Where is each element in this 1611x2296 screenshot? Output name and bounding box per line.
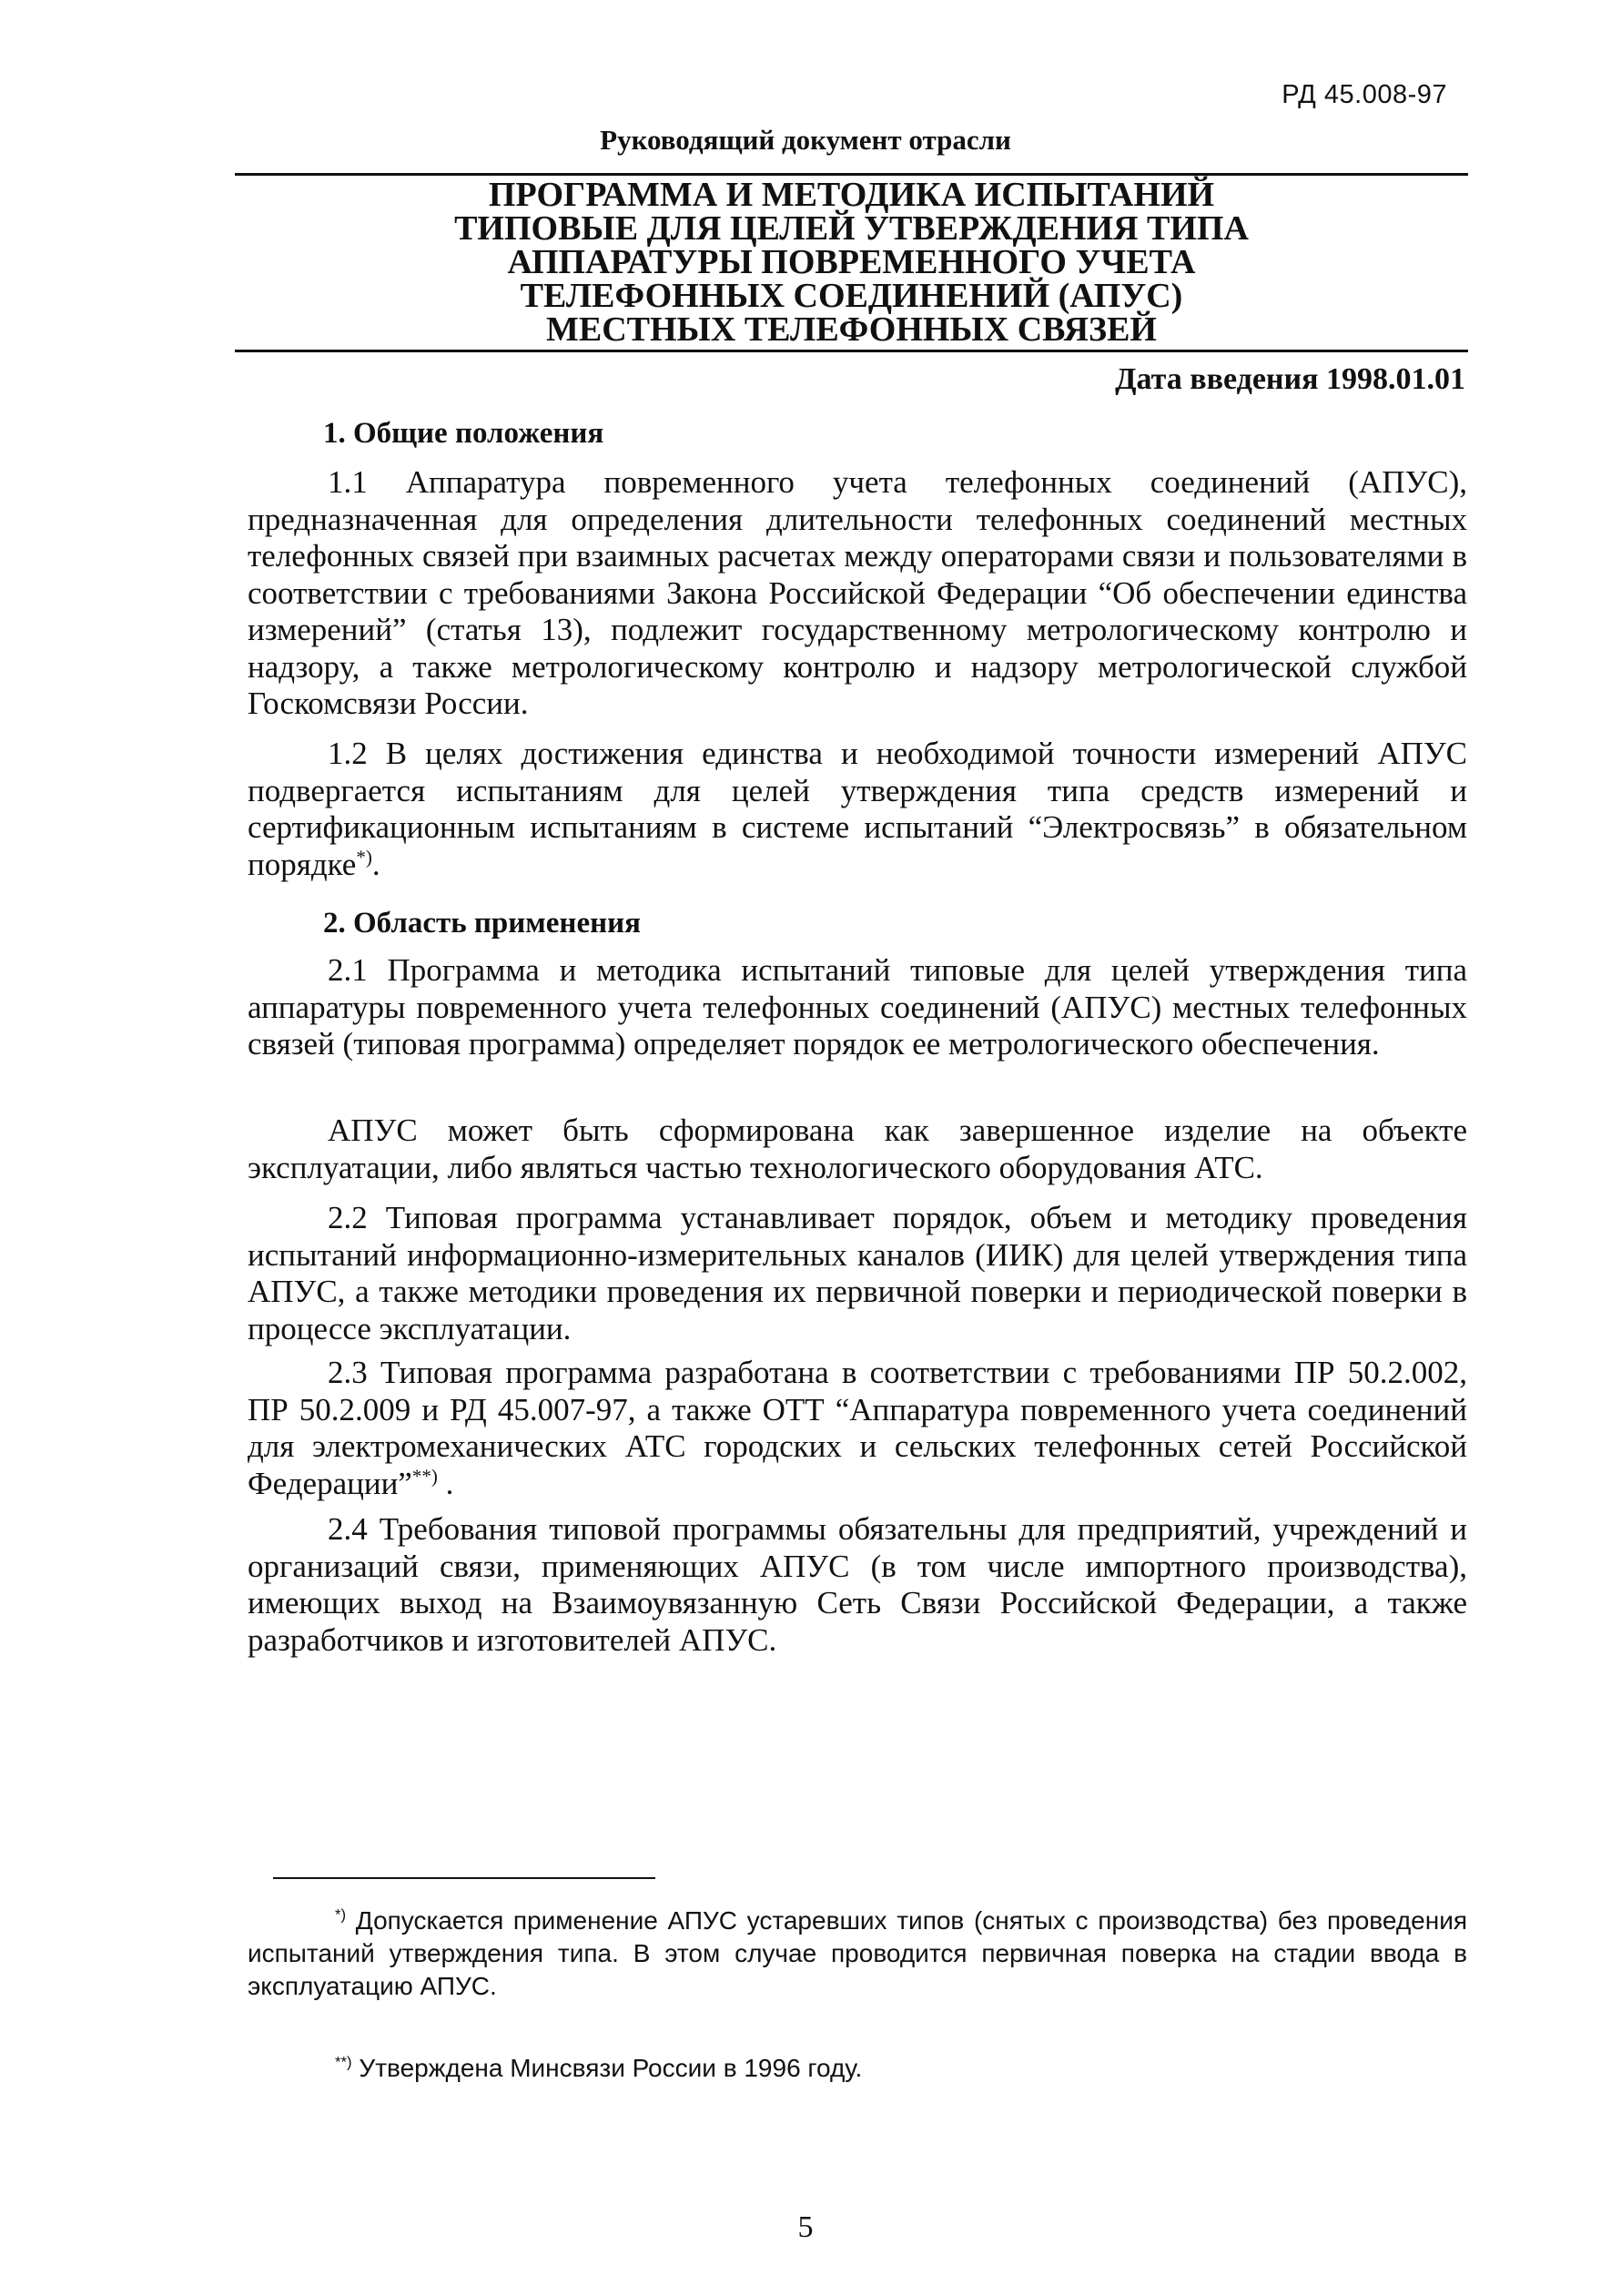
footnote-2-mark: **) (335, 2053, 352, 2071)
title-line: ПРОГРАММА И МЕТОДИКА ИСПЫТАНИЙ (488, 176, 1215, 214)
title-line: АППАРАТУРЫ ПОВРЕМЕННОГО УЧЕТА (507, 243, 1196, 281)
paragraph-2-3-text: 2.3 Типовая программа разработана в соответствии с требованиями ПР 50.2.002, ПР 50.2.009 и РД 45.007-97, а также ОТТ “Аппаратура повременного учета соединений для электромеханических АТС городских и сельских телефонных сетей Российской Федерации” (248, 1355, 1467, 1501)
document-type-line: Руководящий документ отрасли (600, 124, 1011, 156)
paragraph-1-2-end: . (371, 846, 380, 882)
paragraph-1-2-text: 1.2 В целях достижения единства и необходимой точности измерений АПУС подвергается испытаниям для целей утверждения типа средств измерений и сертификационным испытаниям в системе испытаний “Электросвязь” в обязательном порядке (248, 736, 1467, 882)
section-2-heading: 2. Область применения (323, 907, 641, 940)
title-line: ТИПОВЫЕ ДЛЯ ЦЕЛЕЙ УТВЕРЖДЕНИЯ ТИПА (454, 209, 1249, 248)
footnote-1-mark: *) (335, 1905, 347, 1924)
document-title (235, 178, 1468, 347)
section-1-heading: 1. Общие положения (323, 417, 604, 450)
paragraph-2-1: 2.1 Программа и методика испытаний типовые для целей утверждения типа аппаратуры повременного учета телефонных соединений (АПУС) местных телефонных связей (типовая программа) определяет порядок ее метрологического обеспечения. (248, 952, 1467, 1062)
paragraph-2-2: 2.2 Типовая программа устанавливает порядок, объем и методику проведения испытаний информационно-измерительных каналов (ИИК) для целей утверждения типа АПУС, а также методики проведения их первичной поверки и периодической поверки в процессе эксплуатации. (248, 1200, 1467, 1346)
footnote-ref-1: *) (356, 845, 372, 868)
footnote-ref-2: **) (411, 1464, 438, 1487)
paragraph-1-2 (248, 736, 1467, 883)
footnote-separator (273, 1877, 655, 1879)
paragraph-2-4: 2.4 Требования типовой программы обязательны для предприятий, учреждений и организаций связи, применяющих АПУС (в том числе импортного производства), имеющих выход на Взаимоувязанную Сеть Связи Российской Федерации, а также разработчиков и изготовителей АПУС. (248, 1511, 1467, 1658)
footnote-2 (248, 2052, 1467, 2085)
introduction-date: Дата введения 1998.01.01 (1115, 362, 1465, 396)
paragraph-2-1-continued: АПУС может быть сформирована как завершенное изделие на объекте эксплуатации, либо являться частью технологического оборудования АТС. (248, 1112, 1467, 1185)
footnote-1-text: Допускается применение АПУС устаревших типов (снятых с производства) без проведения испытаний утверждения типа. В этом случае проводится первичная поверка на стадии ввода в эксплуатацию АПУС. (248, 1906, 1467, 2000)
paragraph-1-1: 1.1 Аппаратура повременного учета телефонных соединений (АПУС), предназначенная для определения длительности телефонных соединений местных телефонных связей при взаимных расчетах между операторами связи и пользователями в соответствии с требованиями Закона Российской Федерации “Об обеспечении единства измерений” (статья 13), подлежит государственному метрологическому контролю и надзору, а также метрологическому контролю и надзору метрологической службой Госкомсвязи России. (248, 464, 1467, 721)
paragraph-2-3 (248, 1355, 1467, 1502)
page-number: 5 (797, 2210, 814, 2244)
title-bottom-rule (235, 350, 1468, 352)
paragraph-2-3-end: . (437, 1465, 454, 1501)
document-code: РД 45.008-97 (1282, 80, 1447, 109)
footnote-2-text: Утверждена Минсвязи России в 1996 году. (351, 2054, 863, 2082)
title-line: ТЕЛЕФОННЫХ СОЕДИНЕНИЙ (АПУС) (520, 277, 1183, 315)
footnote-1 (248, 1905, 1467, 2003)
title-line: МЕСТНЫХ ТЕЛЕФОННЫХ СВЯЗЕЙ (546, 310, 1157, 349)
